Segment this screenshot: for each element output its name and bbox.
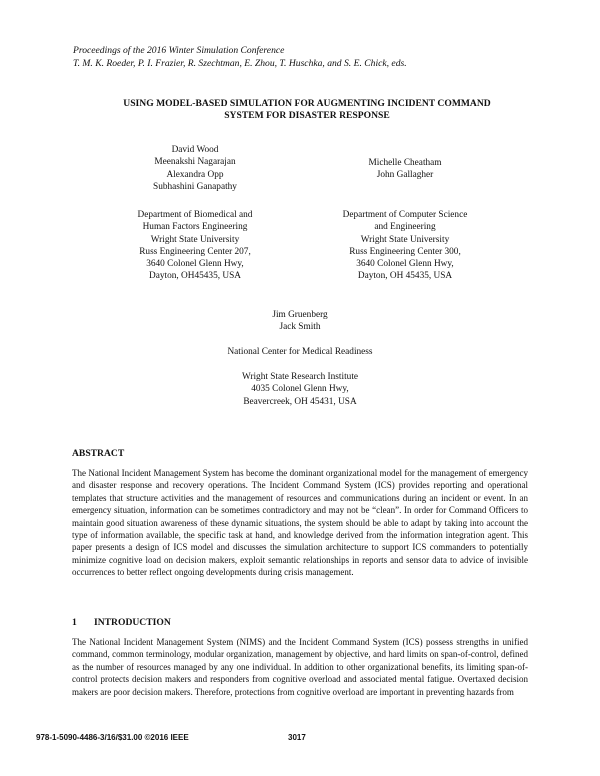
author-name: Meenakshi Nagarajan — [154, 157, 236, 168]
affiliation-line: Department of Biomedical and — [137, 210, 253, 220]
author-name: John Gallagher — [376, 170, 434, 181]
authors-left — [110, 144, 280, 193]
author-name: Jim Gruenberg — [272, 310, 328, 320]
address-line: Wright State Research Institute — [241, 372, 359, 382]
affiliation-right — [315, 209, 495, 283]
authors-right — [320, 157, 490, 182]
affiliation-line: Wright State University — [360, 234, 450, 245]
center-organization — [180, 346, 420, 358]
abstract-text: The National Incident Management System has become the dominant organizational model for the management of emergency and disaster response and recovery operations. The Incident Command System (ICS) provides reporting and operational templates that structure activities and the management of resources and communications during an incident or event. In an emergency situation, information can be sometimes contradictory and may not be “clean”. In order for Command Officers to maintain good situation awareness of these dynamic situations, the system should be able to adapt by taking into account the type of information available, the specific task at hand, and knowledge derived from the information integration agent. This paper presents a design of ICS model and discusses the simulation architecture to support ICS commanders to potentially minimize cognitive load on decision makers, exploit semantic relationships in reports and sensor data to advice of invisible occurrences to better reflect ongoing developments during crisis management. — [72, 468, 528, 578]
affiliation-line: Human Factors Engineering — [142, 222, 248, 233]
affiliation-line: Russ Engineering Center 300, — [349, 246, 461, 257]
organization-name: National Center for Medical Readiness — [227, 347, 373, 357]
paper-title — [72, 98, 542, 122]
affiliation-line: 3640 Colonel Glenn Hwy, — [146, 259, 244, 270]
center-address — [190, 371, 410, 408]
author-name: Subhashini Ganapathy — [153, 181, 237, 192]
proceedings-title: Proceedings of the 2016 Winter Simulation Conference — [73, 45, 285, 56]
affiliation-line: and Engineering — [374, 222, 436, 233]
affiliation-line: 3640 Colonel Glenn Hwy, — [356, 259, 454, 270]
author-name: Jack Smith — [279, 322, 321, 333]
section-number: 1 — [72, 617, 77, 628]
title-line-1: USING MODEL-BASED SIMULATION FOR AUGMENTING INCIDENT COMMAND — [123, 98, 491, 109]
introduction-text: The National Incident Management System (NIMS) and the Incident Command System (ICS) possess strengths in unified command, common terminology, modular organization, management by objective, and hard limits on span-of-control, defined as the number of resources managed by any one individual. In addition to other organizational benefits, its limiting span-of-control protects decision makers and responders from cognitive overload and associated mental fatigue. Overtaxed decision makers are poor decision makers. Therefore, protections from cognitive overload are important in preventing hazards from — [72, 637, 528, 697]
affiliation-line: Russ Engineering Center 207, — [139, 246, 251, 257]
section-heading — [72, 617, 171, 628]
page-number: 3017 — [288, 733, 306, 742]
address-line: Beavercreek, OH 45431, USA — [243, 396, 357, 407]
author-name: Michelle Cheatham — [368, 158, 442, 168]
proceedings-header — [73, 45, 553, 70]
title-line-2: SYSTEM FOR DISASTER RESPONSE — [224, 110, 390, 121]
authors-center — [200, 309, 400, 334]
section-title: INTRODUCTION — [94, 617, 171, 628]
copyright-footer: 978-1-5090-4486-3/16/$31.00 ©2016 IEEE — [36, 733, 189, 742]
author-name: Alexandra Opp — [166, 169, 224, 180]
address-line: 4035 Colonel Glenn Hwy, — [251, 384, 349, 395]
affiliation-line: Dayton, OH45435, USA — [149, 271, 241, 282]
affiliation-line: Department of Computer Science — [342, 210, 468, 220]
proceedings-editors: T. M. K. Roeder, P. I. Frazier, R. Szechtman, E. Zhou, T. Huschka, and S. E. Chick, eds. — [73, 57, 407, 69]
author-name: David Wood — [171, 145, 219, 155]
abstract-heading: ABSTRACT — [72, 448, 125, 459]
affiliation-line: Dayton, OH 45435, USA — [357, 271, 453, 282]
affiliation-line: Wright State University — [150, 234, 240, 245]
affiliation-left — [105, 209, 285, 283]
